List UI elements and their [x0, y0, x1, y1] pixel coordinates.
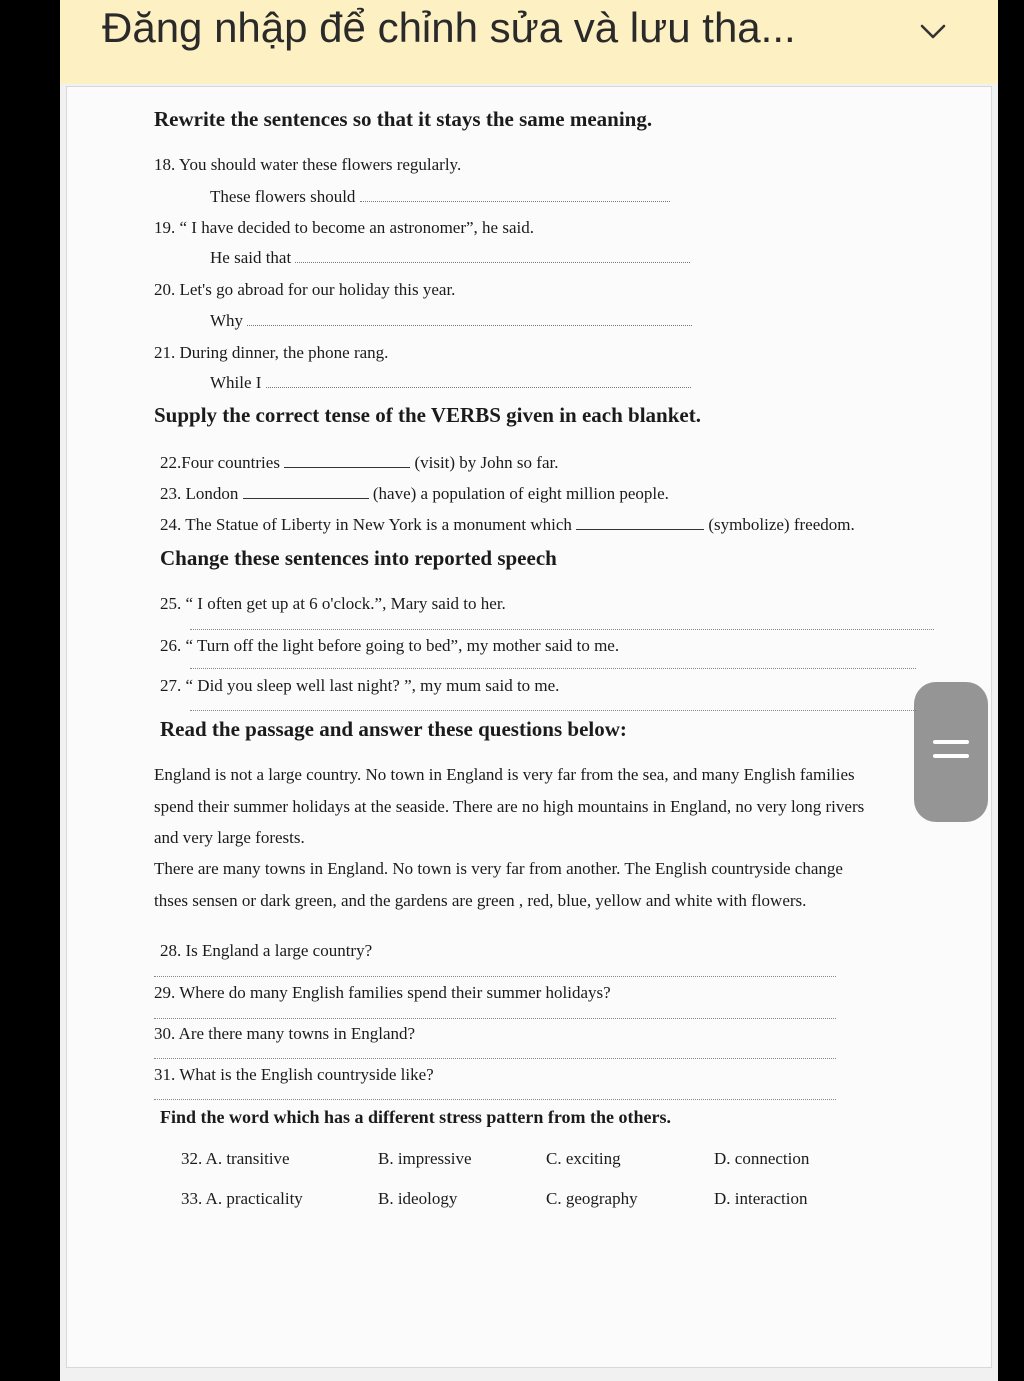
grip-line-icon [933, 740, 969, 744]
option-32-c: C. exciting [546, 1149, 621, 1168]
answer-line-26 [190, 668, 916, 669]
scroll-handle[interactable] [914, 682, 988, 822]
chevron-down-icon[interactable] [918, 18, 948, 44]
section-heading-tenses: Supply the correct tense of the VERBS given in each blanket. [154, 403, 701, 427]
passage-line: England is not a large country. No town in England is very far from the sea, and many English families [154, 765, 855, 784]
question-18: 18. You should water these flowers regularly. [154, 155, 462, 174]
answer-line-25 [190, 629, 934, 630]
answer-line-31 [154, 1099, 836, 1100]
question-31: 31. What is the English countryside like? [154, 1065, 434, 1084]
answer-line-28 [154, 976, 836, 977]
question-21: 21. During dinner, the phone rang. [154, 343, 389, 362]
question-27: 27. “ Did you sleep well last night? ”, my mum said to me. [160, 676, 560, 695]
section-heading-reported-speech: Change these sentences into reported speech [160, 546, 557, 570]
login-banner[interactable] [60, 0, 998, 84]
answer-line-27 [190, 710, 916, 711]
question-19: 19. “ I have decided to become an astronomer”, he said. [154, 218, 534, 237]
option-32-a: 32. A. transitive [181, 1149, 290, 1168]
option-33-d: D. interaction [714, 1189, 808, 1208]
section-heading-rewrite: Rewrite the sentences so that it stays the same meaning. [154, 107, 653, 131]
answer-line-20: Why [210, 311, 692, 331]
question-22: 22.Four countries (visit) by John so far. [160, 453, 559, 472]
question-28: 28. Is England a large country? [160, 941, 373, 960]
question-20: 20. Let's go abroad for our holiday this year. [154, 280, 456, 299]
question-23: 23. London (have) a population of eight million people. [160, 484, 669, 503]
passage-line: thses sensen or dark green, and the gardens are green , red, blue, yellow and white with flowers. [154, 891, 807, 910]
grip-line-icon [933, 754, 969, 758]
banner-title: Đăng nhập để chỉnh sửa và lưu tha... [102, 4, 796, 51]
option-33-a: 33. A. practicality [181, 1189, 303, 1208]
worksheet-page [66, 86, 992, 1368]
question-29: 29. Where do many English families spend their summer holidays? [154, 983, 611, 1002]
passage-line: and very large forests. [154, 828, 305, 847]
answer-line-19: He said that [210, 248, 690, 268]
passage-line: There are many towns in England. No town is very far from another. The English countryside change [154, 859, 843, 878]
answer-line-29 [154, 1018, 836, 1019]
section-heading-stress: Find the word which has a different stress pattern from the others. [160, 1107, 671, 1127]
answer-line-18: These flowers should [210, 187, 670, 207]
option-32-b: B. impressive [378, 1149, 472, 1168]
question-25: 25. “ I often get up at 6 o'clock.”, Mary said to her. [160, 594, 506, 613]
passage-line: spend their summer holidays at the seaside. There are no high mountains in England, no very long rivers [154, 797, 865, 816]
question-30: 30. Are there many towns in England? [154, 1024, 416, 1043]
answer-line-30 [154, 1058, 836, 1059]
question-24: 24. The Statue of Liberty in New York is a monument which (symbolize) freedom. [160, 515, 855, 534]
option-33-b: B. ideology [378, 1189, 458, 1208]
question-26: 26. “ Turn off the light before going to bed”, my mother said to me. [160, 636, 620, 655]
section-heading-passage: Read the passage and answer these questions below: [160, 717, 627, 741]
option-33-c: C. geography [546, 1189, 638, 1208]
answer-line-21: While I [210, 373, 691, 393]
option-32-d: D. connection [714, 1149, 810, 1168]
